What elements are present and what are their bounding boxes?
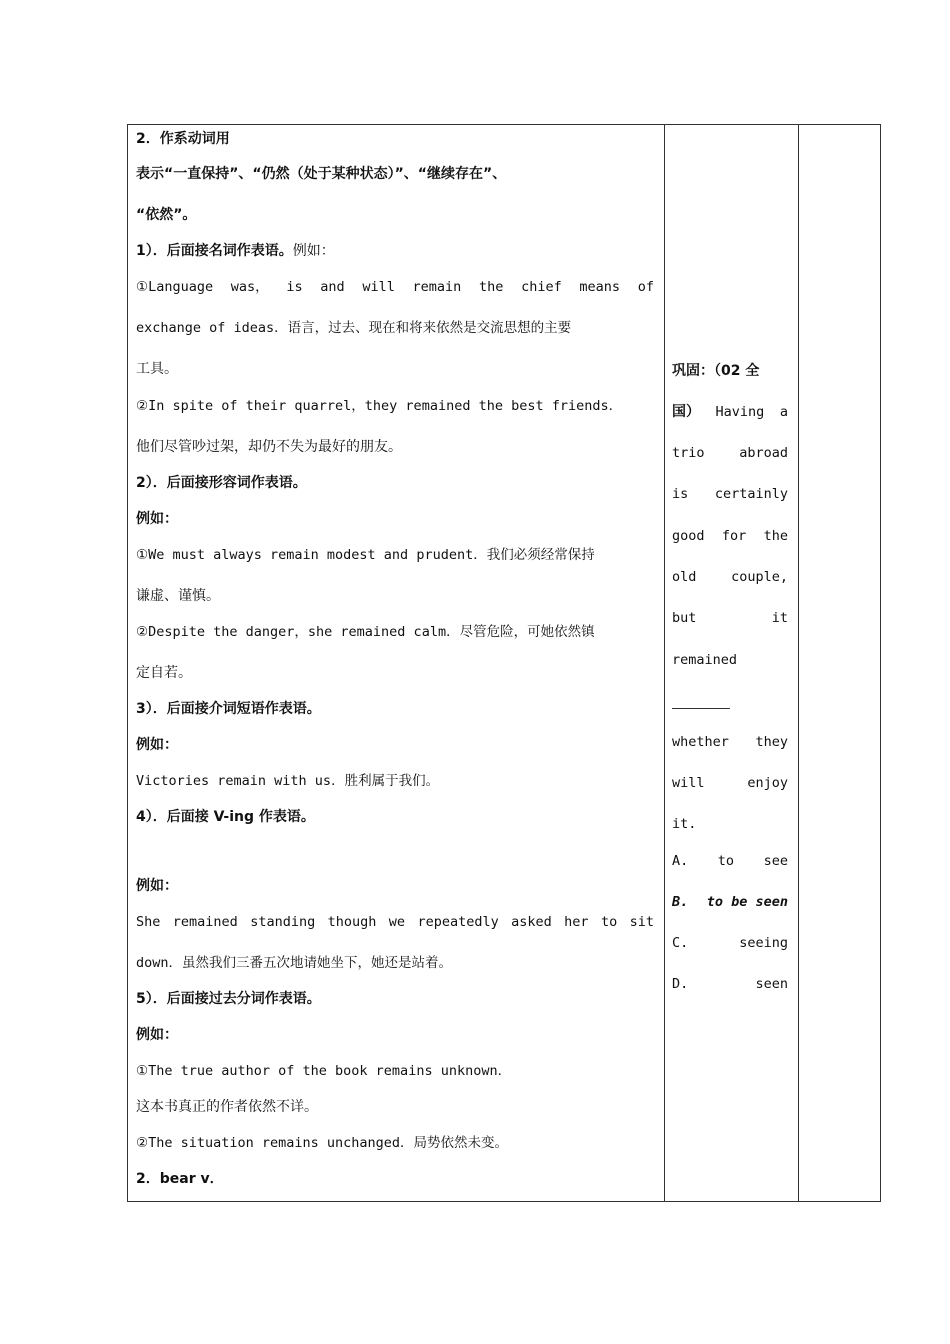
word: for [721,527,747,544]
example-line: ②In spite of their quarrel，they remained the best friends． [136,398,623,414]
example-line [136,277,654,297]
word: whether [672,734,729,750]
word: She [136,914,161,930]
word: old [672,568,697,585]
word: asked [511,914,552,930]
word: will [362,279,395,295]
exercise-line [672,443,788,463]
word: couple, [731,568,788,585]
example-line: down．虽然我们三番五次地请她坐下，她还是站着。 [136,955,453,971]
word: seeing [739,935,788,951]
word: and [320,279,345,295]
subsection-title: 1）．后面接名词作表语。例如： [136,243,335,259]
word: D. [672,976,689,992]
next-section-heading: 2．bear v． [136,1171,224,1187]
example-line: Victories remain with us．胜利属于我们。 [136,773,440,789]
example-line: ②The situation remains unchanged．局势依然未变。 [136,1135,509,1151]
meaning-line: “依然”。 [136,207,197,223]
word: means [579,279,621,295]
word: the [763,527,788,544]
column-divider [798,125,799,1201]
example-line: 工具。 [136,361,178,377]
example-line: exchange of ideas．语言，过去、现在和将来依然是交流思想的主要 [136,320,572,336]
word: is [672,486,689,503]
answer-blank [672,695,730,715]
exercise-line [672,851,788,871]
meaning-line: 表示“一直保持”、“仍然（处于某种状态）”、“继续存在”、 [136,166,507,182]
word: to be seen [706,894,788,910]
word: of [637,279,654,295]
word: trio [672,445,705,461]
word: standing [250,914,316,930]
word: enjoy [747,775,788,791]
exercise-line: 国） Having a [672,404,788,420]
example-label: 例如： [136,511,178,527]
word: chief [521,279,562,295]
word: A. [672,853,689,869]
word: we [388,914,406,930]
word: to [717,853,735,869]
word: to [600,914,618,930]
word: good [672,527,705,544]
exercise-line [672,526,788,546]
lesson-table [127,124,881,1202]
exercise-line [672,732,788,752]
example-line [136,912,654,932]
exercise-line [672,814,696,834]
word: remained [172,914,238,930]
word: B. [672,894,689,910]
word: is [286,279,303,295]
word: it. [672,816,697,832]
word: but [672,610,697,627]
word: will [672,775,705,791]
exercise-line [672,608,788,628]
exercise-line [672,650,737,670]
word: ①Language [136,279,214,295]
word: her [564,914,589,930]
example-line: 这本书真正的作者依然不详。 [136,1099,318,1115]
example-line: ①We must always remain modest and prudent．我们必须经常保持 [136,547,595,563]
example-label: 例如： [136,737,178,753]
example-label: 例如： [136,1027,178,1043]
subsection-title: 4）．后面接 V-ing 作表语。 [136,809,315,825]
word: though [327,914,377,930]
word: abroad [739,445,788,461]
example-line: 定自若。 [136,665,192,681]
word: was， [230,279,269,295]
exercise-label: 巩固：（02 全 [672,363,760,379]
exercise-line [672,933,788,953]
word: seen [755,976,788,992]
exercise-line [672,567,788,587]
subsection-title: 5）．后面接过去分词作表语。 [136,991,321,1007]
subsection-title: 2）．后面接形容词作表语。 [136,475,307,491]
example-line: 他们尽管吵过架，却仍不失为最好的朋友。 [136,439,402,455]
subsection-title: 3）．后面接介词短语作表语。 [136,701,321,717]
word: remained [672,651,738,668]
word: the [479,279,504,295]
word: they [755,734,788,750]
word: it [771,610,788,627]
exercise-line [672,484,788,504]
example-line: 谦虚、谨慎。 [136,588,220,604]
exercise-line [672,892,788,912]
word: certainly [714,486,788,503]
word: C. [672,935,689,951]
word: see [763,853,788,869]
word: repeatedly [417,914,499,930]
word: sit [629,914,654,930]
section-heading: 2．作系动词用 [136,131,230,147]
word: remain [412,279,462,295]
example-line: ②Despite the danger，she remained calm．尽管危险，可她依然镇 [136,624,595,640]
example-line: ①The true author of the book remains unknown． [136,1063,512,1079]
column-divider [664,125,665,1201]
exercise-line [672,974,788,994]
example-label: 例如： [136,878,178,894]
exercise-line [672,773,788,793]
